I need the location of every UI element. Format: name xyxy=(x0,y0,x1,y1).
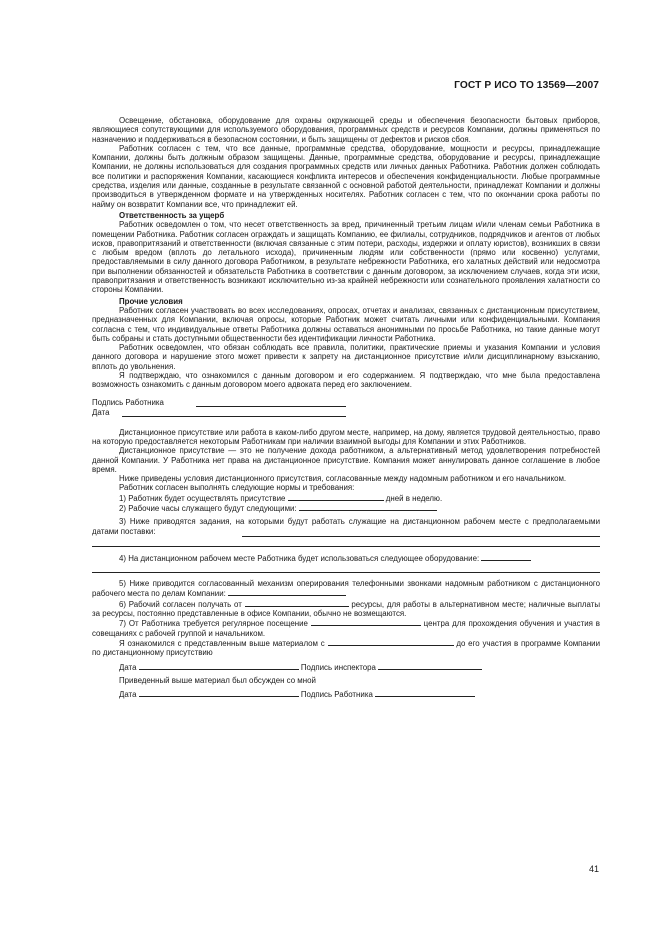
signature-block xyxy=(92,398,600,418)
paragraph-equipment-safety: Освещение, обстановка, оборудование для охраны окружающей среды и обеспечения безопасности бытовых приборов, являющиеся сопутствующими для используемого оборудования, программных средств и ресурсов Компании, должны применяться по назначению и поддерживаться в безопасном состоянии, и быть защищены от дефектов и рисков сбоя. xyxy=(92,116,600,144)
inspector-date-field[interactable] xyxy=(139,662,299,670)
hours-field[interactable] xyxy=(299,503,437,511)
equipment-field[interactable] xyxy=(481,553,531,561)
date-field[interactable] xyxy=(122,408,346,417)
paragraph-requirements: Работник согласен выполнять следующие нормы и требования: xyxy=(119,483,355,493)
item-phone-calls: 5) Ниже приводится согласованный механизм оперирования телефонными звонками надомным работником с дистанционного рабочего места по делам Компании: xyxy=(92,579,600,599)
worker-final-date-field[interactable] xyxy=(139,689,299,697)
center-field[interactable] xyxy=(311,618,421,626)
paragraph-conditions-intro: Ниже приведены условия дистанционного присутствия, согласованные между надомным работником и его начальником. xyxy=(119,474,567,484)
paragraph-familiarized: Я ознакомился с представленным выше материалом с до его участия в программе Компании по дистанционному присутствию xyxy=(92,638,600,658)
date-label: Дата xyxy=(92,407,110,417)
paragraph-surveys: Работник согласен участвовать во всех исследованиях, опросах, отчетах и анализах, связанных с дистанционным присутствием, предназначенных для Компании, включая опросы, которые Работник может считать личными или конфиденциальными. Компания согласна с тем, что индивидуальные ответы Работника должны оставаться анонимными по просьбе Работника, но такие данные могут быть собраны и стать доступными общественности без идентификации личности Работника. xyxy=(92,305,600,343)
days-field[interactable] xyxy=(288,493,384,501)
familiarized-with-field[interactable] xyxy=(328,638,454,646)
worker-final-signature-row: Дата Подпись Работника xyxy=(92,689,600,699)
item-tasks: 3) Ниже приводятся задания, на которыми будут работать служащие на дистанционном рабочем месте с предполагаемыми датами поставки: xyxy=(92,517,600,536)
heading-other-terms: Прочие условия xyxy=(119,296,183,306)
worker-signature-label: Подпись Работника xyxy=(92,397,164,407)
item-attendance: 7) От Работника требуется регулярное посещение центра для прохождения обучения и участия в совещаниях с рабочей группой и начальником. xyxy=(92,619,600,638)
item-days-per-week: 1) Работник будет осуществлять присутствие дней в неделю. xyxy=(119,493,443,503)
item-resources: 6) Рабочий согласен получать от ресурсы, для работы в альтернативном месте; наличные выплаты за ресурсы, постоянно представленные в офисе Компании, обычно не возмещаются. xyxy=(92,599,601,619)
paragraph-telework-definition: Дистанционное присутствие или работа в каком-либо другом месте, например, на дому, является трудовой деятельностью, право на которую предоставляется некоторым Работникам при наличии взаимной выгоды для Компании и этих Работников. xyxy=(92,427,600,446)
worker-signature-field[interactable] xyxy=(196,398,346,407)
phone-calls-field[interactable] xyxy=(228,588,346,596)
heading-liability: Ответственность за ущерб xyxy=(119,210,225,220)
page-number: 41 xyxy=(588,864,599,874)
paragraph-data-protection: Работник согласен с тем, что все данные, программные средства, оборудование, мощности и ресурсы, принадлежащие Компании, должны быть должным образом защищены. Данные, программные средства, оборудование и ресурсы, принадлежащие Компании, не должны использоваться для создания программных средств или личных данных Работника. Работник должен соблюдать все политики и распоряжения Компании, касающиеся конфликта интересов и обеспечения конфиденциальности. Любые программные средства, изделия или данные, созданные в результате связанной с основной работой деятельности, принадлежат Компании и должны производиться в утвержденном формате и на утвержденных носителях. Работник согласен с тем, что по окончании срока работы по найму он возвратит Компании все, что принадлежит ей. xyxy=(92,143,600,209)
worker-signature-row xyxy=(92,398,600,408)
item-equipment: 4) На дистанционном рабочем месте Работника будет использоваться следующее оборудование: xyxy=(92,553,600,563)
inspector-signature-field[interactable] xyxy=(378,662,482,670)
inspector-signature-row: Дата Подпись инспектора xyxy=(92,662,600,672)
document-standard-id: ГОСТ Р ИСО ТО 13569—2007 xyxy=(454,80,599,91)
tasks-field-inline[interactable] xyxy=(242,527,600,537)
paragraph-acknowledgement: Я подтверждаю, что ознакомился с данным договором и его содержанием. Я подтверждаю, что мне была предоставлена возможность ознакомить с данным договором моего адвоката перед его заключением. xyxy=(92,371,600,390)
item-working-hours: 2) Рабочие часы служащего будут следующими: xyxy=(92,503,600,513)
date-row xyxy=(92,408,600,418)
paragraph-liability: Работник осведомлен о том, что несет ответственность за вред, причиненный третьим лицам и/или членам семьи Работника в помещении Работника. Работник согласен ограждать и защищать Компанию, ее филиалы, сотрудников, подрядчиков и агентов от любых исков, правопритязаний и ответственности (включая связанные с этим потери, расходы, издержки и оплату юристов), возникших в связи с любым вредом (вплоть до летального исхода), причиненным людям или собственности (прямо или косвенно) услугами, предоставляемыми в силу данного договора Работником, в результате небрежности Работника, его халатных действий или недосмотра при выполнении обязанностей и обязательств Работника в соответствии с данным договором, за исключением случаев, когда эти иски, правопритязания и ответственность возникают исключительно из-за крайней небрежности или сознательного проявления халатности со стороны Компании. xyxy=(92,220,600,295)
paragraph-telework-method: Дистанционное присутствие — это не получение дохода работником, а альтернативный метод удовлетворения потребностей данной Компании. У Работника нет права на дистанционное присутствие. Компания может аннулировать данное соглашение в любое время. xyxy=(92,446,600,474)
equipment-field-line[interactable] xyxy=(92,563,600,573)
resources-field[interactable] xyxy=(245,599,349,607)
paragraph-rules: Работник осведомлен, что обязан соблюдать все правила, политики, практические приемы и указания Компании и условия данного договора и нарушение этого может привести к запрету на дистанционное присутствие и/или дисциплинарному взысканию, вплоть до увольнения. xyxy=(92,343,600,371)
tasks-field-line[interactable] xyxy=(92,537,600,547)
document-body xyxy=(92,116,600,699)
paragraph-discussed: Приведенный выше материал был обсужден со мной xyxy=(119,675,316,685)
worker-final-signature-field[interactable] xyxy=(375,689,475,697)
